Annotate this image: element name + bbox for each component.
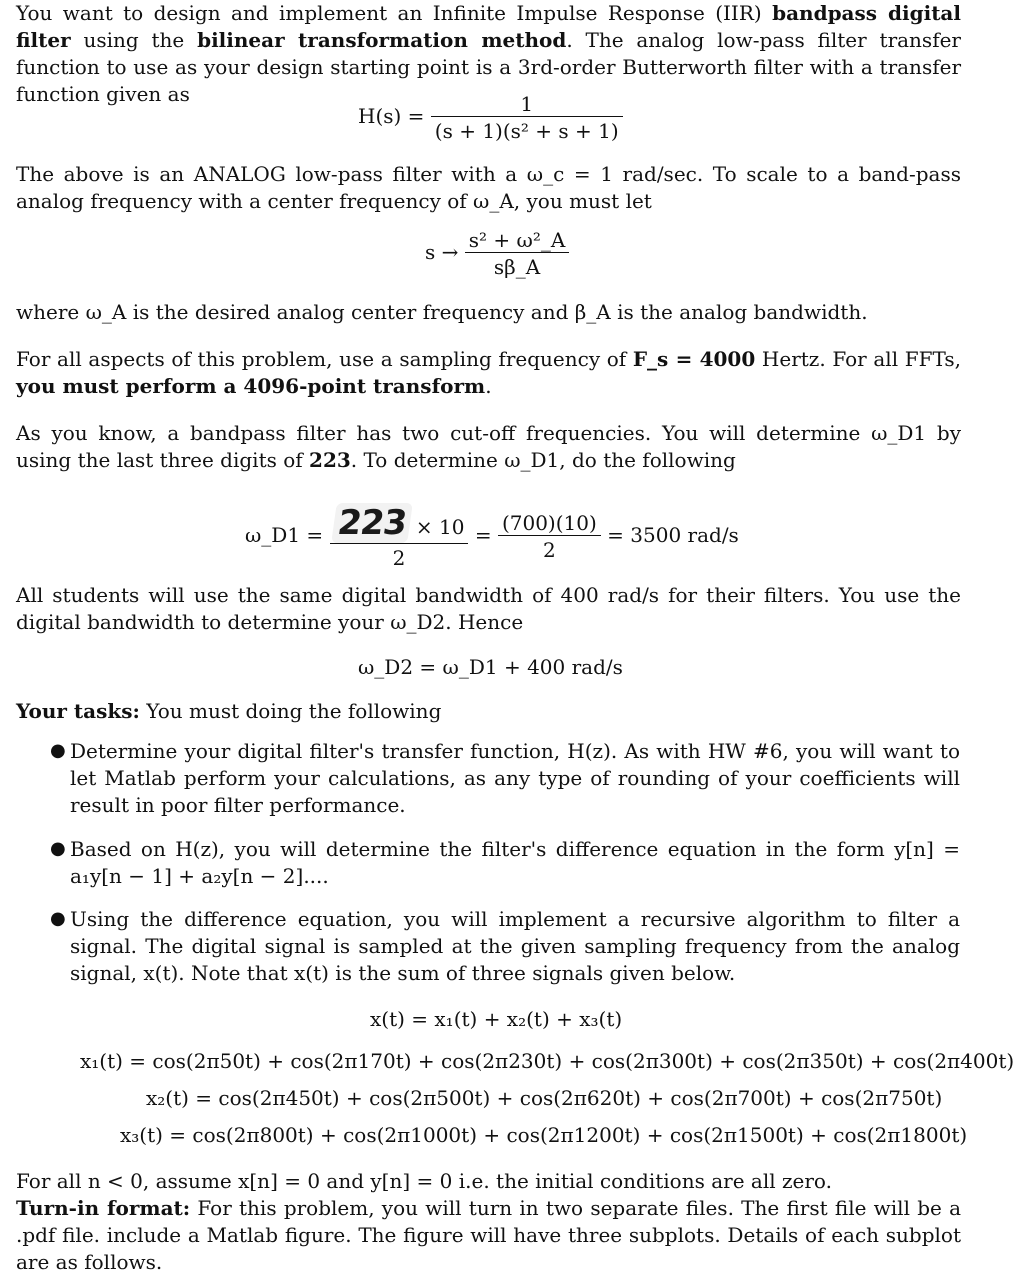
analog-lowpass-paragraph: The above is an ANALOG low-pass filter with a ω_c = 1 rad/sec. To scale to a band-pass analog frequency with a center frequency of ω_A, you must let (16, 162, 961, 213)
wd1-numerator-1 (330, 503, 469, 543)
turn-in-text: For this problem, you will turn in two separate files. The first file will be a .pdf file. include a Matlab figure. The figure will have three subplots. Details of each subplot are as follows. (16, 1196, 961, 1274)
cutoff-bold-digits: 223 (309, 448, 351, 472)
wd1-result: = 3500 rad/s (607, 523, 739, 547)
cutoff-text-1: As you know, a bandpass filter has two cut-off frequencies. You will determine ω_D1 by using the last three digits of (16, 421, 961, 472)
substitution-numerator: s² + ω²_A (468, 228, 566, 252)
signal-sum-equation: x(t) = x₁(t) + x₂(t) + x₃(t) (370, 1007, 623, 1031)
intro-text-1: You want to design and implement an Infinite Impulse Response (IIR) (16, 1, 773, 25)
intro-text-2: using the (70, 28, 198, 52)
initial-conditions-paragraph: For all n < 0, assume x[n] = 0 and y[n] = 0 i.e. the initial conditions are all zero. (16, 1169, 832, 1193)
bullet-dot-1: ● (50, 740, 66, 761)
turn-in-label: Turn-in format: (16, 1196, 191, 1220)
signal-x1-equation: x₁(t) = cos(2π50t) + cos(2π170t) + cos(2π230t) + cos(2π300t) + cos(2π350t) + cos(2π400t) (80, 1049, 1015, 1073)
task-item-2: Based on H(z), you will determine the filter's difference equation in the form y[n] = a₁y[n − 1] + a₂y[n − 2].... (70, 837, 960, 888)
wd1-fraction-2 (498, 511, 601, 562)
turn-in-paragraph (16, 1195, 961, 1276)
signal-x2-equation: x₂(t) = cos(2π450t) + cos(2π500t) + cos(2π620t) + cos(2π700t) + cos(2π750t) (146, 1086, 943, 1110)
wd1-fraction-1 (330, 503, 469, 570)
substitution-lhs: s → (425, 240, 459, 264)
task-item-3: Using the difference equation, you will implement a recursive algorithm to filter a signal. The digital signal is sampled at the given sampling frequency from the analog signal, x(t). Note that x(t) is the sum of three signals given below. (70, 907, 960, 985)
wd1-lhs: ω_D1 = (245, 523, 324, 547)
signal-x3-equation: x₃(t) = cos(2π800t) + cos(2π1000t) + cos(2π1200t) + cos(2π1500t) + cos(2π1800t) (120, 1123, 968, 1147)
wd1-numerator-2: (700)(10) (501, 511, 597, 535)
handwritten-digits: 223 (331, 503, 413, 543)
equation-wd2: ω_D2 = ω_D1 + 400 rad/s (358, 655, 623, 679)
wd1-equals: = (474, 523, 492, 547)
bullet-dot-2: ● (50, 838, 66, 859)
task-item-1: Determine your digital filter's transfer function, H(z). As with HW #6, you will want to let Matlab perform your calculations, as any type of rounding of your coefficients will result in poor filter performance. (70, 739, 960, 817)
equation-wd1 (245, 503, 739, 570)
sampling-bold-fs: F_s = 4000 (632, 347, 756, 371)
cutoff-paragraph (16, 420, 961, 474)
substitution-denominator: sβ_A (465, 252, 570, 279)
intro-bold-bandpass: bandpass digital filter (16, 1, 961, 52)
intro-text-3: . The analog low-pass filter transfer function to use as your design starting point is a 3rd-order Butterworth filter with a transfer function given as (16, 28, 961, 106)
definition-paragraph: where ω_A is the desired analog center frequency and β_A is the analog bandwidth. (16, 300, 868, 324)
bandwidth-paragraph: All students will use the same digital bandwidth of 400 rad/s for their filters. You use the digital bandwidth to determine your ω_D2. Hence (16, 583, 961, 634)
wd1-denominator-2: 2 (498, 535, 601, 562)
sampling-paragraph (16, 346, 961, 400)
tasks-heading (16, 698, 961, 725)
sampling-text-2: Hertz. For all FFTs, (755, 347, 962, 371)
equation-hs-fraction (431, 92, 623, 143)
cutoff-text-2: . To determine ω_D1, do the following (350, 448, 736, 472)
bullet-dot-3: ● (50, 908, 66, 929)
equation-hs-denominator: (s + 1)(s² + s + 1) (431, 116, 623, 143)
equation-substitution (425, 228, 569, 279)
wd1-times: × 10 (415, 515, 465, 539)
tasks-text: You must doing the following (139, 699, 442, 723)
substitution-fraction (465, 228, 570, 279)
intro-bold-bilinear: bilinear transformation method (197, 28, 567, 52)
equation-hs (358, 92, 623, 143)
wd1-denominator-1: 2 (330, 543, 469, 570)
equation-hs-numerator: 1 (520, 92, 534, 116)
sampling-text-3: . (485, 374, 492, 398)
sampling-bold-fft: you must perform a 4096-point transform (16, 374, 486, 398)
tasks-label: Your tasks: (16, 699, 140, 723)
sampling-text-1: For all aspects of this problem, use a sampling frequency of (16, 347, 633, 371)
equation-hs-lhs: H(s) = (358, 104, 425, 128)
